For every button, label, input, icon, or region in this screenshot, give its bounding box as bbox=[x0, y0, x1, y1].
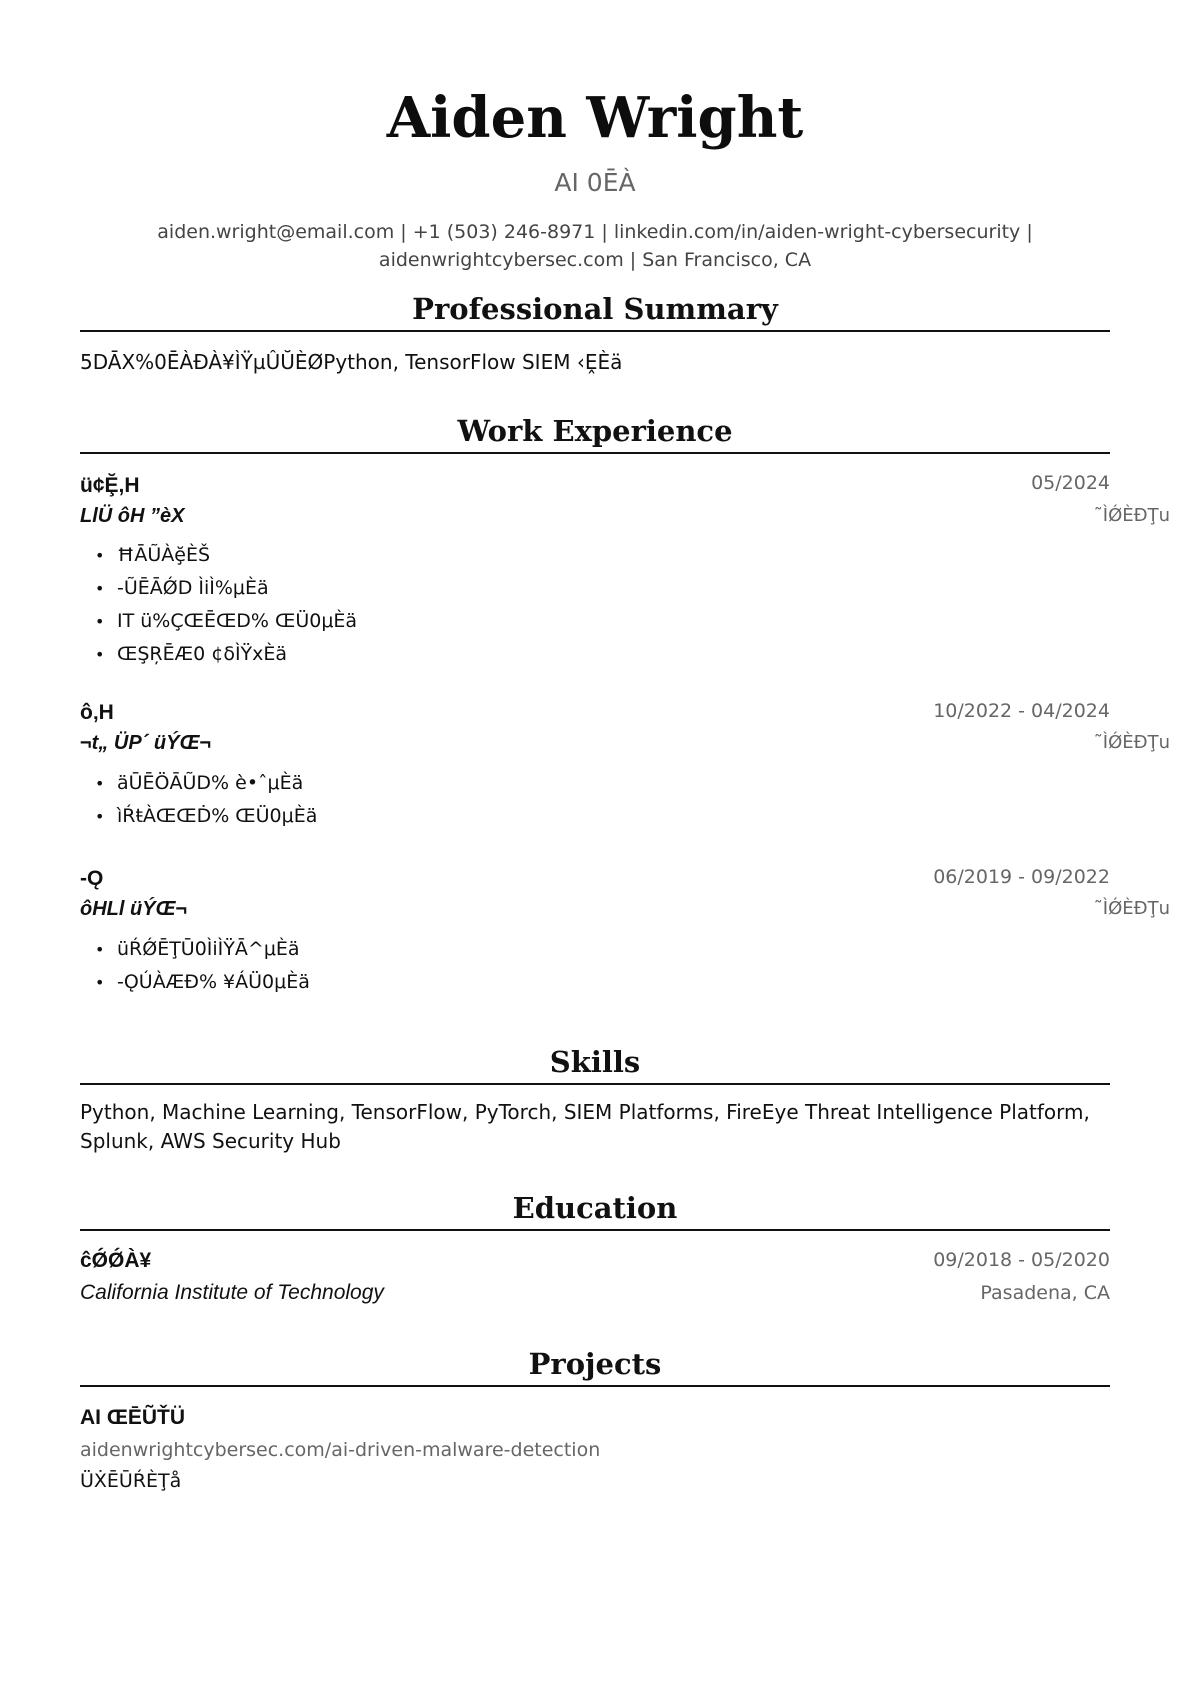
job-bullet: • ŒŞŖĒÆ0 ¢ẟÌŸxÈä bbox=[80, 638, 357, 671]
job-company: ¬t„ ÜP´ üÝŒ¬ bbox=[80, 732, 212, 754]
job-title: ô‚H bbox=[80, 701, 114, 724]
job-location: ˜ÌǾÈĐŢu bbox=[1093, 505, 1170, 526]
contact-info bbox=[80, 218, 1110, 274]
job-title: ü¢Ḝ,H bbox=[80, 474, 140, 497]
job-bullet: • üŔǾĒŢŪ0ÌiÌŸĀ^μÈä bbox=[80, 933, 310, 966]
section-title-work: Work Experience bbox=[457, 414, 733, 448]
job-location: ˜ÌǾÈĐŢu bbox=[1093, 898, 1170, 919]
project-description: ÜẊĒŪŔÈŢå bbox=[80, 1470, 182, 1492]
section-title-education: Education bbox=[512, 1191, 678, 1225]
job-company: LlÜ ôH ”èX bbox=[80, 505, 185, 527]
section-divider bbox=[80, 330, 1110, 332]
education-degree: ĉǾǾÀ¥ bbox=[80, 1249, 152, 1272]
section-title-projects: Projects bbox=[528, 1347, 662, 1381]
contact-line-1: aiden.wright@email.com | +1 (503) 246-8971 | linkedin.com/in/aiden-wright-cybersecurity | bbox=[157, 221, 1033, 243]
job-date: 05/2024 bbox=[1031, 472, 1110, 494]
job-bullet: • -ǪÚÀÆĐ% ¥ÁÜ0μÈä bbox=[80, 966, 310, 999]
job-bullets bbox=[80, 539, 357, 671]
section-title-summary: Professional Summary bbox=[412, 292, 778, 326]
job-title: -Ǫ bbox=[80, 867, 104, 890]
job-bullet: • -ŨĒĀǾD ÌiÌ%μÈä bbox=[80, 572, 357, 605]
job-bullet: • ĦĀŨÀḝÈŠ bbox=[80, 539, 357, 572]
section-divider bbox=[80, 1229, 1110, 1231]
education-date: 09/2018 - 05/2020 bbox=[933, 1249, 1110, 1271]
skills-text: Python, Machine Learning, TensorFlow, PyTorch, SIEM Platforms, FireEye Threat Intelligence Platform, Splunk, AWS Security Hub bbox=[80, 1100, 1090, 1153]
summary-text: 5DĀX%0ĒÀĐÀ¥ÌŸµÛŬÈØPython, TensorFlow SIEM ‹ḘÈä bbox=[80, 350, 623, 374]
project-link[interactable]: aidenwrightcybersec.com/ai-driven-malware-detection bbox=[80, 1439, 601, 1461]
job-bullet: • äŪĒÖĀŨD% è•ˆμÈä bbox=[80, 767, 317, 800]
job-bullet: • IT ü%ÇŒĒŒD% ŒÜ0μÈä bbox=[80, 605, 357, 638]
project-name: AI ŒĒŨŤÜ bbox=[80, 1406, 185, 1429]
job-date: 06/2019 - 09/2022 bbox=[933, 866, 1110, 888]
job-location: ˜ÌǾÈĐŢu bbox=[1093, 732, 1170, 753]
contact-line-2: aidenwrightcybersec.com | San Francisco, CA bbox=[378, 249, 812, 271]
education-school: California Institute of Technology bbox=[80, 1281, 384, 1304]
section-divider bbox=[80, 1385, 1110, 1387]
job-bullet: • ìŔŧÀŒŒḊ% ŒÜ0μÈä bbox=[80, 800, 317, 833]
candidate-name: Aiden Wright bbox=[386, 85, 804, 151]
job-date: 10/2022 - 04/2024 bbox=[933, 700, 1110, 722]
job-bullets bbox=[80, 767, 317, 833]
job-bullets bbox=[80, 933, 310, 999]
section-divider bbox=[80, 1083, 1110, 1085]
section-title-skills: Skills bbox=[549, 1045, 641, 1079]
education-location: Pasadena, CA bbox=[980, 1282, 1110, 1304]
candidate-headline: AI 0ĒÀ bbox=[554, 168, 636, 197]
section-divider bbox=[80, 452, 1110, 454]
job-company: ôHLl üÝŒ¬ bbox=[80, 898, 188, 920]
